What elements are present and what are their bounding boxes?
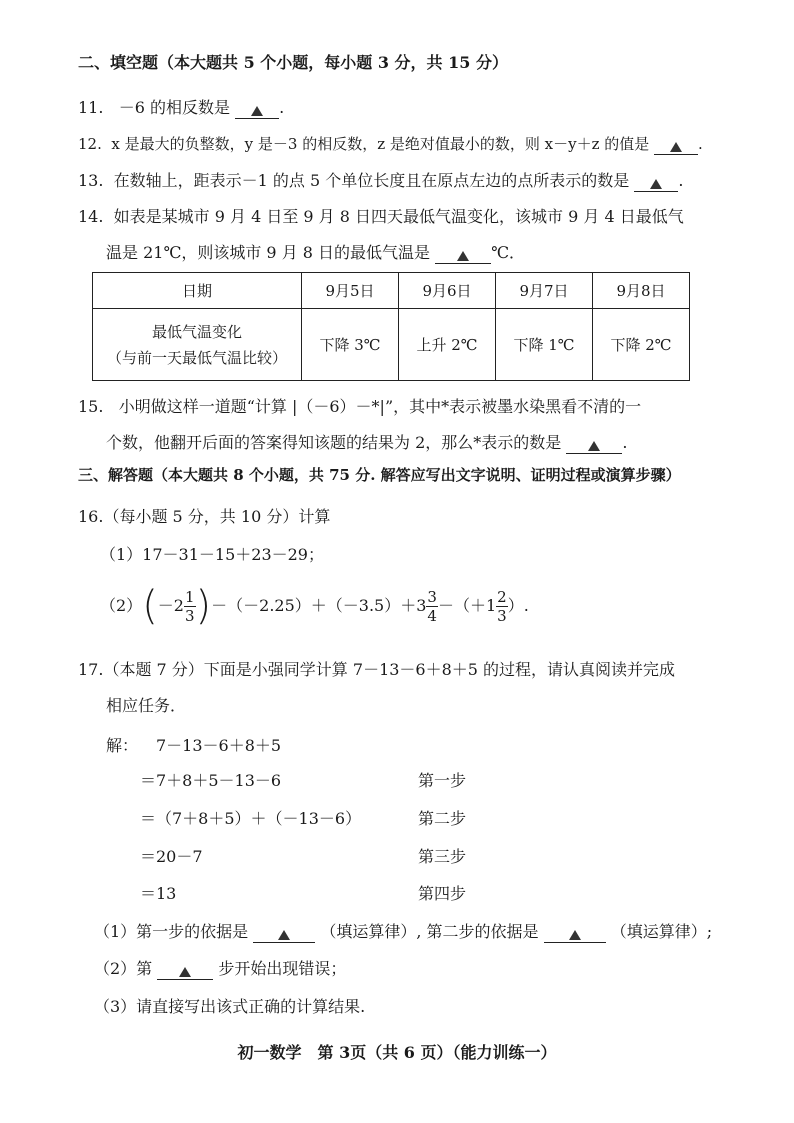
task1-text-c: （填运算律）; xyxy=(610,922,713,941)
table-header-cell: 9月7日 xyxy=(496,273,593,309)
step-label: 第四步 xyxy=(418,884,467,903)
step-label: 第三步 xyxy=(418,847,467,866)
step-label: 第二步 xyxy=(418,809,467,828)
expression-end: ）. xyxy=(507,596,529,615)
q13-text: 在数轴上，距表示－1 的点 5 个单位长度且在原点左边的点所表示的数是 xyxy=(113,171,630,190)
question-14 xyxy=(78,206,684,228)
expression-middle: －（－2.25）＋（－3.5）＋3 xyxy=(211,596,427,615)
part2-label: （2） xyxy=(100,596,143,615)
question-12: 12. x 是最大的负整数，y 是－3 的相反数，z 是绝对值最小的数，则 x－y＋z 的值是 . xyxy=(78,135,703,153)
triangle-icon xyxy=(278,930,290,940)
answer-blank[interactable] xyxy=(235,100,279,119)
q15-number: 15. xyxy=(78,397,104,416)
question-17-heading: 17.（本题 7 分）下面是小强同学计算 7－13－6＋8＋5 的过程，请认真阅读并完成 xyxy=(78,660,676,679)
table-header-cell: 9月8日 xyxy=(593,273,690,309)
q14-unit: ℃． xyxy=(491,243,526,262)
temperature-table xyxy=(92,272,690,381)
numerator: 3 xyxy=(427,587,437,606)
q14-text-line2: 温是 21℃，则该城市 9 月 8 日的最低气温是 xyxy=(106,243,431,262)
triangle-icon xyxy=(650,179,662,189)
triangle-icon xyxy=(457,251,469,261)
question-13: 13. 在数轴上，距表示－1 的点 5 个单位长度且在原点左边的点所表示的数是 . xyxy=(78,171,684,190)
task-3: （3）请直接写出该式正确的计算结果. xyxy=(94,997,366,1016)
question-16-heading: 16.（每小题 5 分，共 10 分）计算 xyxy=(78,507,331,526)
triangle-icon xyxy=(569,930,581,940)
table-cell: 下降 2℃ xyxy=(593,309,690,381)
q14-text-line1: 如表是某城市 9 月 4 日至 9 月 8 日四天最低气温变化，该城市 9 月 4 日最低气 xyxy=(113,207,684,226)
table-row-label xyxy=(93,309,302,381)
section-2-heading: 二、填空题（本大题共 5 个小题，每小题 3 分，共 15 分） xyxy=(78,53,508,72)
answer-blank[interactable] xyxy=(566,435,622,454)
q12-number: 12. xyxy=(78,135,102,153)
task1-text-a: （1）第一步的依据是 xyxy=(94,922,249,941)
triangle-icon xyxy=(588,441,600,451)
answer-blank[interactable] xyxy=(435,245,491,264)
table-cell: 下降 1℃ xyxy=(496,309,593,381)
table-row xyxy=(93,309,690,381)
q15-text-line1: 小明做这样一道题“计算 |（－6）－*|”，其中*表示被墨水染黑看不清的一 xyxy=(118,397,642,416)
q11-number: 11. xyxy=(78,98,104,117)
answer-blank[interactable] xyxy=(253,924,315,943)
question-15-line2: 个数，他翻开后面的答案得知该题的结果为 2，那么*表示的数是 . xyxy=(106,433,628,452)
right-paren: ) xyxy=(195,583,212,629)
step-expression: ＝7＋8＋5－13－6 xyxy=(140,771,282,790)
task1-text-b: （填运算律）, 第二步的依据是 xyxy=(320,922,539,941)
task-1 xyxy=(94,921,712,943)
table-cell: 上升 2℃ xyxy=(399,309,496,381)
row-label-line1: 最低气温变化 xyxy=(151,322,242,341)
section-3-heading: 三、解答题（本大题共 8 个小题，共 75 分. 解答应写出文字说明、证明过程或演算步骤） xyxy=(78,466,681,484)
step-expression: ＝13 xyxy=(140,884,177,903)
question-15 xyxy=(78,396,641,418)
question-11: 11. －6 的相反数是 . xyxy=(78,98,285,117)
q11-text: －6 的相反数是 xyxy=(118,98,230,117)
q13-number: 13. xyxy=(78,171,104,190)
task-2 xyxy=(94,958,346,980)
answer-blank[interactable] xyxy=(157,961,213,980)
q12-text: x 是最大的负整数，y 是－3 的相反数，z 是绝对值最小的数，则 x－y＋z 的值是 xyxy=(111,135,650,153)
numerator: 1 xyxy=(184,587,195,606)
solution-label: 解： xyxy=(106,736,139,755)
step-label: 第一步 xyxy=(418,771,467,790)
triangle-icon xyxy=(179,967,191,977)
fraction xyxy=(184,588,196,625)
row-label-line2: （与前一天最低气温比较） xyxy=(106,348,287,367)
table-cell: 下降 3℃ xyxy=(302,309,399,381)
triangle-icon xyxy=(670,142,682,152)
q14-number: 14. xyxy=(78,207,104,226)
question-16-part1: （1）17－31－15＋23－29； xyxy=(100,545,324,564)
denominator: 3 xyxy=(184,606,195,625)
table-header-cell: 9月6日 xyxy=(399,273,496,309)
numerator: 2 xyxy=(497,587,507,606)
expression-tail: －（＋1 xyxy=(437,596,497,615)
fraction xyxy=(426,588,438,625)
step-expression: ＝（7＋8＋5）＋（－13－6） xyxy=(140,809,362,828)
triangle-icon xyxy=(251,106,263,116)
task2-text-a: （2）第 xyxy=(94,959,153,978)
answer-blank[interactable] xyxy=(544,924,606,943)
q15-text-line2: 个数，他翻开后面的答案得知该题的结果为 2，那么*表示的数是 xyxy=(106,433,562,452)
solution-expression: 7－13－6＋8＋5 xyxy=(156,736,282,755)
question-16-part2 xyxy=(100,578,529,634)
mixed-number-whole: －2 xyxy=(157,596,184,615)
page-footer: 初一数学 第 3页（共 6 页）（能力训练一） xyxy=(237,1043,557,1062)
table-header-cell: 日期 xyxy=(93,273,302,309)
answer-blank[interactable] xyxy=(634,173,678,192)
denominator: 3 xyxy=(497,606,507,625)
left-paren: ( xyxy=(142,583,158,629)
denominator: 4 xyxy=(427,606,437,625)
step-expression: ＝20－7 xyxy=(140,847,203,866)
table-header-row xyxy=(93,273,690,309)
question-17-heading-line2: 相应任务． xyxy=(106,696,187,715)
answer-blank[interactable] xyxy=(654,136,698,155)
fraction xyxy=(496,588,508,625)
table-header-cell: 9月5日 xyxy=(302,273,399,309)
question-14-line2 xyxy=(106,242,525,264)
task2-text-b: 步开始出现错误； xyxy=(218,959,347,978)
